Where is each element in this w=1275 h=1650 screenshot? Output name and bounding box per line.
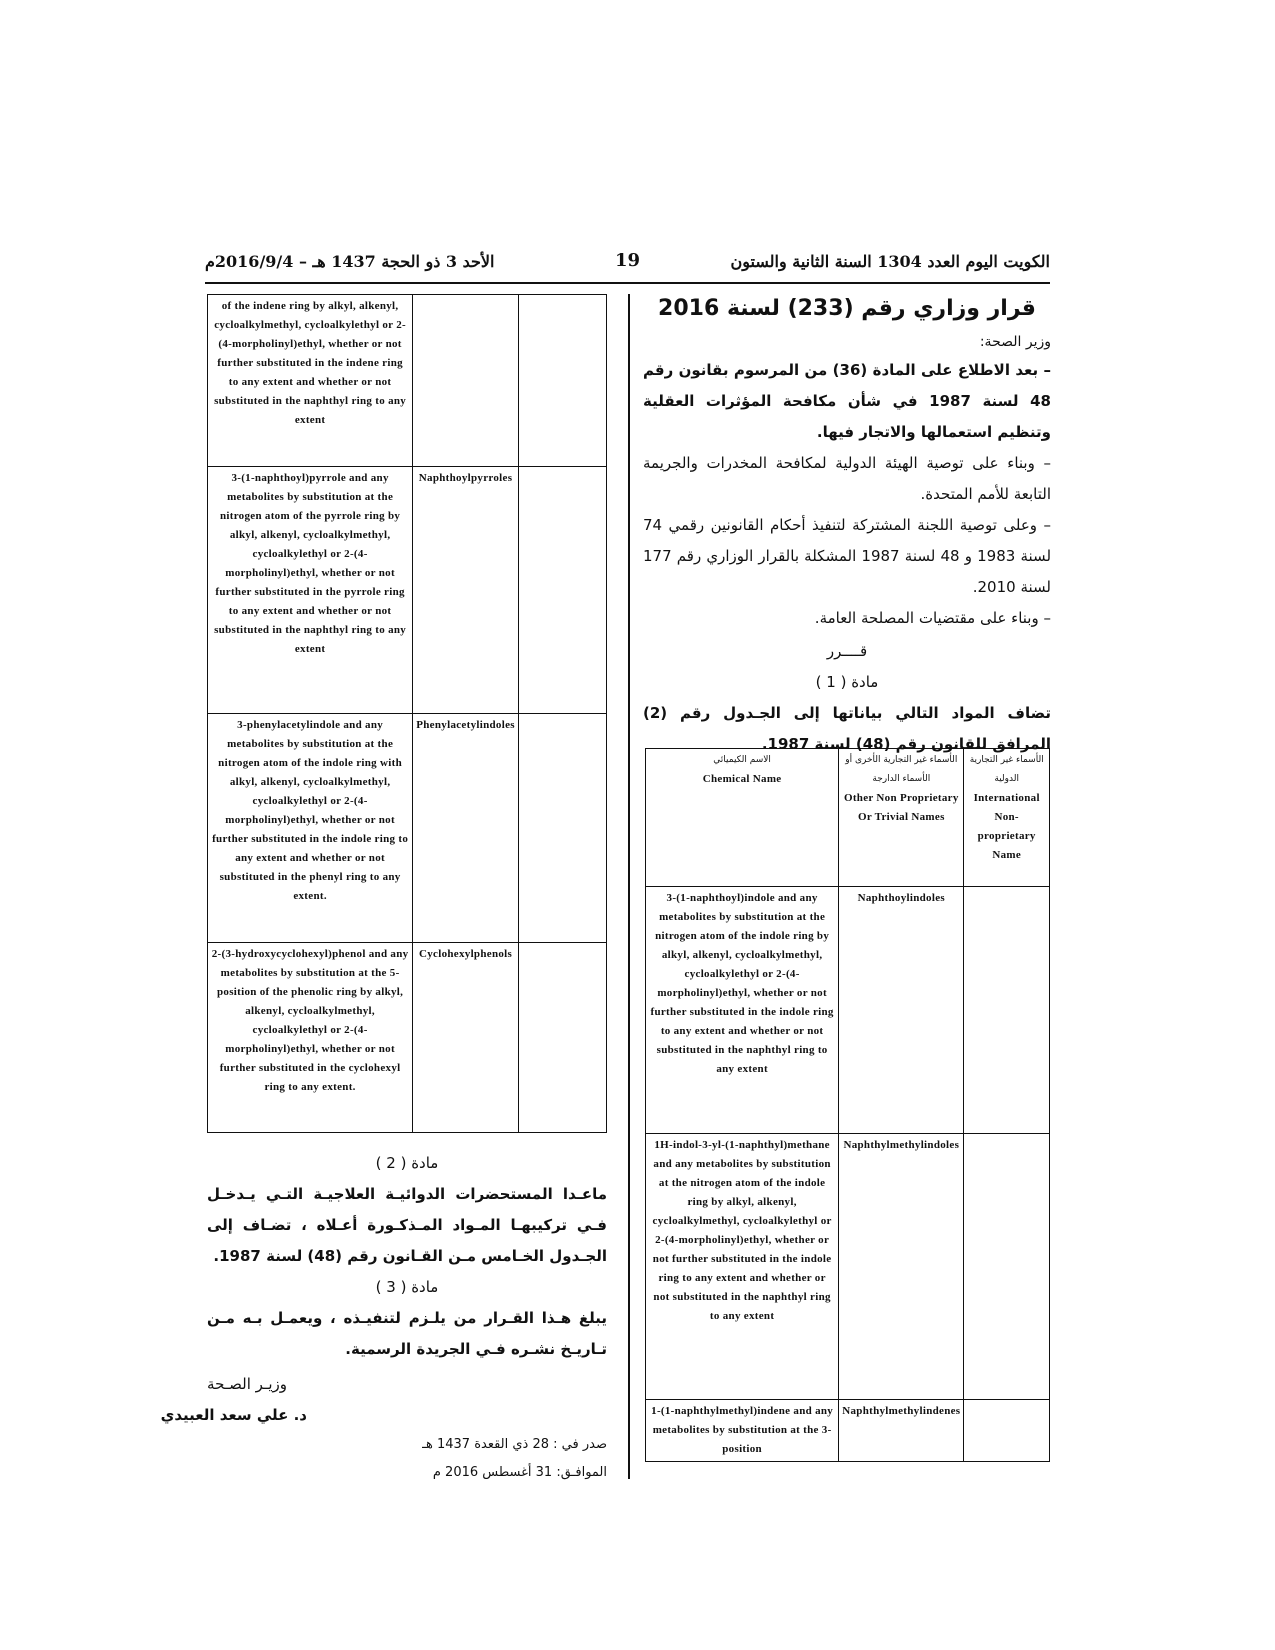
other-name-cell <box>413 295 519 467</box>
header-other-ar: الأسماء غير التجارية الأخرى أو الأسماء الدارجة <box>845 755 958 784</box>
inn-cell <box>518 295 606 467</box>
article-2-label: مادة ( 2 ) <box>375 1154 439 1172</box>
header-date: الأحد 3 ذو الحجة 1437 هـ – 2016/9/4م <box>205 252 495 271</box>
articles-2-3 <box>160 1148 607 1487</box>
signature-title: وزيـر الصـحة <box>207 1375 287 1393</box>
article-3-label: مادة ( 3 ) <box>375 1278 439 1296</box>
header-inn <box>964 749 1050 887</box>
chemical-name-cell: of the indene ring by alkyl, alkenyl, cycloalkylmethyl, cycloalkylethyl or 2-(4-morpholinyl)ethyl, whether or not further substituted in the indene ring to any extent and whether or not substituted in the naphthyl ring to any extent <box>208 295 413 467</box>
page-number: 19 <box>614 250 641 271</box>
addressee: وزير الصحة: <box>979 334 1051 350</box>
article-1-text: تضاف المواد التالي بياناتها إلى الجـدول رقم (2) المرافق للقانون رقم (48) لسنة 1987. <box>643 704 1051 753</box>
issued-date: صدر في : 28 ذي القعدة 1437 هـ <box>422 1437 607 1452</box>
recital-2: – وبناء على توصية الهيئة الدولية لمكافحة المخدرات والجريمة التابعة للأمم المتحدة. <box>643 454 1051 503</box>
inn-cell <box>964 1400 1050 1462</box>
chemical-name-cell: 3-phenylacetylindole and any metabolites by substitution at the nitrogen atom of the indole ring with alkyl, alkenyl, cycloalkylmethyl, cycloalkylethyl or 2-(4-morpholinyl)ethyl, whether or not further substituted in the indole ring to any extent and whether or not substituted in the phenyl ring to any extent. <box>208 714 413 943</box>
inn-cell <box>964 1134 1050 1400</box>
inn-cell <box>518 467 606 714</box>
other-name-cell: Naphthylmethylindoles <box>839 1134 964 1400</box>
header-chem-ar: الاسم الكيميائي <box>713 755 771 765</box>
table-header-row <box>646 749 1050 887</box>
table-row <box>646 887 1050 1134</box>
inn-cell <box>964 887 1050 1134</box>
other-name-cell: Phenylacetylindoles <box>413 714 519 943</box>
decree-body <box>643 296 1051 760</box>
other-name-cell: Naphthylmethylindenes <box>839 1400 964 1462</box>
other-name-cell: Cyclohexylphenols <box>413 943 519 1133</box>
page-header <box>205 252 1050 278</box>
header-other-names <box>839 749 964 887</box>
signature-name: د. علي سعد العبيدي <box>160 1406 307 1424</box>
chemical-name-cell: 3-(1-naphthoyl)pyrrole and any metabolites by substitution at the nitrogen atom of the pyrrole ring by alkyl, alkenyl, cycloalkylmethyl, cycloalkylethyl or 2-(4-morpholinyl)ethyl, whether or not further substituted in the pyrrole ring to any extent and whether or not substituted in the naphthyl ring to any extent <box>208 467 413 714</box>
inn-cell <box>518 714 606 943</box>
decree-title: قرار وزاري رقم (233) لسنة 2016 <box>658 296 1036 321</box>
table-row <box>208 467 607 714</box>
header-other-en: Other Non Proprietary Or Trivial Names <box>843 792 959 823</box>
chemical-name-cell: 1-(1-naphthylmethyl)indene and any metabolites by substitution at the 3-position <box>646 1400 839 1462</box>
header-chemical-name <box>646 749 839 887</box>
chemical-name-cell: 1H-indol-3-yl-(1-naphthyl)methane and any metabolites by substitution at the nitrogen atom of the indole ring by alkyl, alkenyl, cycloalkylmethyl, cycloalkylethyl or 2-(4-morpholinyl)ethyl, whether or not further substituted in the indole ring to any extent and whether or not substituted in the naphthyl ring to any extent <box>646 1134 839 1400</box>
header-inn-en: International Non-proprietary Name <box>973 792 1040 861</box>
corresponding-date: الموافـق: 31 أغسطس 2016 م <box>432 1465 607 1480</box>
table-row <box>208 295 607 467</box>
header-issue-info: الكويت اليوم العدد 1304 السنة الثانية والستون <box>730 252 1050 271</box>
article-3-text: يبلغ هـذا القـرار من يلـزم لتنفيـذه ، ويعمـل بـه مـن تـاريـخ نشـره فـي الجريدة الرسمية. <box>207 1309 607 1358</box>
header-inn-ar: الأسماء غير التجارية الدولية <box>969 755 1044 784</box>
column-divider <box>628 294 630 1479</box>
header-chem-en: Chemical Name <box>702 773 782 785</box>
substances-table-left <box>207 294 607 1133</box>
chemical-name-cell: 3-(1-naphthoyl)indole and any metabolites by substitution at the nitrogen atom of the indole ring by alkyl, alkenyl, cycloalkylmethyl, cycloalkylethyl or 2-(4-morpholinyl)ethyl, whether or not further substituted in the indole ring to any extent and whether or not substituted in the naphthyl ring to any extent <box>646 887 839 1134</box>
recital-3: – وعلى توصية اللجنة المشتركة لتنفيذ أحكام القانونين رقمي 74 لسنة 1983 و 48 لسنة 1987 المشكلة بالقرار الوزاري رقم 177 لسنة 2010. <box>643 516 1052 596</box>
decided-label: قــــرر <box>826 642 868 660</box>
table-row <box>208 943 607 1133</box>
table-row <box>208 714 607 943</box>
header-rule <box>205 282 1050 284</box>
other-name-cell: Naphthoylindoles <box>839 887 964 1134</box>
article-1-label: مادة ( 1 ) <box>815 673 879 691</box>
recital-1: – بعد الاطلاع على المادة (36) من المرسوم بقانون رقم 48 لسنة 1987 في شأن مكافحة المؤثرات العقلية وتنظيم استعمالها والاتجار فيها. <box>643 361 1051 441</box>
recital-4: – وبناء على مقتضيات المصلحة العامة. <box>814 609 1051 627</box>
table-row <box>646 1134 1050 1400</box>
article-2-text: ماعـدا المستحضرات الدوائيـة العلاجيـة التـي يـدخـل فـي تركيبهـا المـواد المـذكـورة أعـلاه ، تضـاف إلى الجـدول الخـامس مـن القـانون رقم (48) لسنة 1987. <box>207 1185 607 1265</box>
other-name-cell: Naphthoylpyrroles <box>413 467 519 714</box>
substances-table-right <box>645 748 1050 1462</box>
table-row <box>646 1400 1050 1462</box>
inn-cell <box>518 943 606 1133</box>
chemical-name-cell: 2-(3-hydroxycyclohexyl)phenol and any metabolites by substitution at the 5-position of the phenolic ring by alkyl, alkenyl, cycloalkylmethyl, cycloalkylethyl or 2-(4-morpholinyl)ethyl, whether or not further substituted in the cyclohexyl ring to any extent. <box>208 943 413 1133</box>
